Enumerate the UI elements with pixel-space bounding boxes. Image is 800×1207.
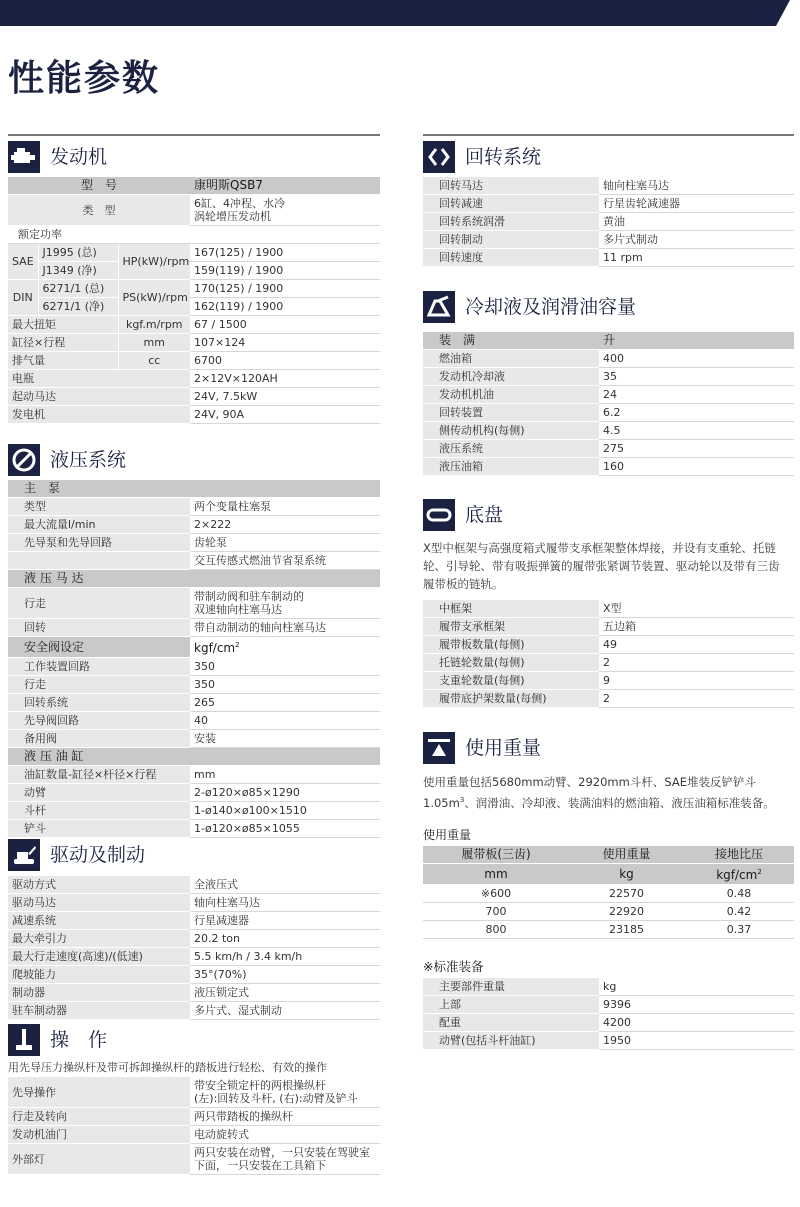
row-label: 斗杆: [8, 802, 190, 820]
main-pump-head: 主 泵: [8, 480, 380, 498]
row-label: 类型: [8, 498, 190, 516]
cell: 22920: [569, 903, 684, 921]
cell: 0.42: [684, 903, 794, 921]
table-row: [423, 885, 794, 903]
table-row: [8, 1144, 380, 1175]
row-label: 备用阀: [8, 730, 190, 748]
din-std: 6271/1 (净): [38, 298, 118, 316]
col-head: 使用重量: [569, 846, 684, 864]
row-value: 交互传感式燃油节省泵系统: [190, 552, 380, 570]
swing-table: [423, 177, 794, 267]
chassis-section-head: [423, 498, 503, 532]
din-std: 6271/1 (总): [38, 280, 118, 298]
table-row: [423, 1032, 794, 1050]
hp-unit: HP(kW)/rpm: [118, 244, 190, 280]
row-label: 排气量: [8, 352, 118, 370]
col-unit: kg: [569, 864, 684, 885]
row-label: 回转装置: [423, 404, 599, 422]
row-label: 履带板数量(每侧): [423, 636, 599, 654]
cell: 22570: [569, 885, 684, 903]
row-label: 先导阀回路: [8, 712, 190, 730]
row-value: 24V, 7.5kW: [190, 388, 380, 406]
row-label: 回转马达: [423, 177, 599, 195]
row-label: 侧传动机构(每侧): [423, 422, 599, 440]
operation-note: 用先导压力操纵杆及带可拆卸操纵杆的踏板进行轻松、有效的操作: [8, 1061, 327, 1074]
drive-table: [8, 876, 380, 1020]
table-row: [8, 948, 380, 966]
row-value: 2×12V×120AH: [190, 370, 380, 388]
row-value: 24: [599, 386, 794, 404]
joystick-icon: [8, 1024, 40, 1056]
table-row: [8, 334, 380, 352]
oil-can-icon: [423, 291, 455, 323]
row-label: 履带支承框架: [423, 618, 599, 636]
excavator-icon: [8, 839, 40, 871]
row-value: 电动旋转式: [190, 1126, 380, 1144]
relief-head: 安全阀设定: [8, 637, 190, 658]
table-row: [8, 1126, 380, 1144]
table-row: [8, 406, 380, 424]
col-head: 接地比压: [684, 846, 794, 864]
page-title: 性能参数: [8, 58, 161, 99]
engine-type-label: 类 型: [8, 195, 190, 226]
row-label: 燃油箱: [423, 350, 599, 368]
table-row: [423, 636, 794, 654]
row-label: 行走: [8, 588, 190, 619]
row-value: 11 rpm: [599, 249, 794, 267]
row-value: 安装: [190, 730, 380, 748]
table-row: [8, 820, 380, 838]
row-value: 两个变量柱塞泵: [190, 498, 380, 516]
rated-power-label: 额定功率: [8, 226, 380, 244]
row-label: 托链轮数量(每侧): [423, 654, 599, 672]
row-value: 轴向柱塞马达: [599, 177, 794, 195]
row-value: 265: [190, 694, 380, 712]
row-value: 多片式制动: [599, 231, 794, 249]
table-row: [8, 370, 380, 388]
table-row: [423, 368, 794, 386]
din-row: [8, 280, 380, 298]
row-unit: cc: [118, 352, 190, 370]
cell: 0.37: [684, 921, 794, 939]
table-row: [8, 966, 380, 984]
row-label: 驻车制动器: [8, 1002, 190, 1020]
col-unit: mm: [423, 864, 569, 885]
row-value: mm: [190, 766, 380, 784]
engine-icon: [8, 141, 40, 173]
row-label: 减速系统: [8, 912, 190, 930]
row-value: 6.2: [599, 404, 794, 422]
operation-table: [8, 1077, 380, 1175]
row-label: 回转系统润滑: [423, 213, 599, 231]
row-label: 支重轮数量(每侧): [423, 672, 599, 690]
left-divider: [8, 134, 380, 136]
cell: 23185: [569, 921, 684, 939]
engine-type-line: 6缸、4冲程、水冷: [194, 197, 285, 210]
sae-row: [8, 244, 380, 262]
table-row: [8, 912, 380, 930]
row-label: 驱动方式: [8, 876, 190, 894]
table-row: [8, 352, 380, 370]
row-value: 2: [599, 690, 794, 708]
din-label: DIN: [8, 280, 38, 316]
row-label: 发动机机油: [423, 386, 599, 404]
table-row: [423, 690, 794, 708]
swing-section-head: [423, 140, 541, 174]
sae-value: 159(119) / 1900: [190, 262, 380, 280]
table-row: [8, 694, 380, 712]
col-unit-sup: 2: [757, 868, 762, 876]
row-value: 5.5 km/h / 3.4 km/h: [190, 948, 380, 966]
table-row: [423, 458, 794, 476]
row-label: 先导操作: [8, 1077, 190, 1108]
table-row: [423, 903, 794, 921]
row-value: 350: [190, 676, 380, 694]
din-value: 162(119) / 1900: [190, 298, 380, 316]
weight-icon: [423, 732, 455, 764]
weight-desc-line: 使用重量包括5680mm动臂、2920mm斗杆、SAE堆装反铲铲斗: [423, 775, 756, 789]
row-value: 黄油: [599, 213, 794, 231]
row-value: X型: [599, 600, 794, 618]
row-value: 9: [599, 672, 794, 690]
row-label: 行走: [8, 676, 190, 694]
col-head: 履带板(三齿): [423, 846, 569, 864]
table-row: [8, 388, 380, 406]
row-label: 最大牵引力: [8, 930, 190, 948]
row-label: 回转速度: [423, 249, 599, 267]
table-row: [423, 600, 794, 618]
row-value: 1-ø120×ø85×1055: [190, 820, 380, 838]
row-value: 行星齿轮减速器: [599, 195, 794, 213]
table-row: [423, 996, 794, 1014]
weight-section-head: [423, 731, 541, 765]
table-row: [423, 231, 794, 249]
engine-type-line: 涡轮增压发动机: [194, 210, 271, 223]
table-row: [8, 658, 380, 676]
hydraulic-table: [8, 480, 380, 838]
row-value: 2-ø120×ø85×1290: [190, 784, 380, 802]
engine-type-row: [8, 195, 380, 226]
table-row: [8, 498, 380, 516]
table-row: [8, 712, 380, 730]
row-label: 中框架: [423, 600, 599, 618]
table-row: [8, 619, 380, 637]
row-label: 回转减速: [423, 195, 599, 213]
row-value: 齿轮泵: [190, 534, 380, 552]
row-value: 1950: [599, 1032, 794, 1050]
row-value: 275: [599, 440, 794, 458]
table-row: [423, 177, 794, 195]
row-label: 外部灯: [8, 1144, 190, 1175]
relief-unit: kgf/cm: [194, 641, 236, 655]
swing-title: 回转系统: [465, 146, 542, 168]
row-label: 驱动马达: [8, 894, 190, 912]
pilot-line: (左):回转及斗杆, (右):动臂及铲斗: [194, 1092, 358, 1105]
sae-row: [8, 262, 380, 280]
top-banner: [0, 0, 800, 26]
drive-title: 驱动及制动: [50, 844, 146, 866]
engine-table: [8, 177, 380, 424]
row-label: 爬坡能力: [8, 966, 190, 984]
row-label: 动臂(包括斗杆油缸): [423, 1032, 599, 1050]
table-row: [8, 766, 380, 784]
table-row: [8, 930, 380, 948]
row-label: 液压系统: [423, 440, 599, 458]
row-label: 油缸数量-缸径×杆径×行程: [8, 766, 190, 784]
row-label: 最大扭矩: [8, 316, 118, 334]
row-label: 回转: [8, 619, 190, 637]
operation-section-head: [8, 1023, 107, 1057]
row-label: 履带底护架数量(每侧): [423, 690, 599, 708]
row-label: 起动马达: [8, 388, 190, 406]
row-value: 35°(70%): [190, 966, 380, 984]
engine-section-head: [8, 140, 107, 174]
row-value: 1-ø140×ø100×1510: [190, 802, 380, 820]
table-row: [8, 534, 380, 552]
sae-value: 167(125) / 1900: [190, 244, 380, 262]
light-line: 两只安装在动臂，一只安装在驾驶室: [194, 1146, 370, 1159]
row-value: 67 / 1500: [190, 316, 380, 334]
row-value: 49: [599, 636, 794, 654]
din-value: 170(125) / 1900: [190, 280, 380, 298]
table-row: [8, 1077, 380, 1108]
table-row: [8, 676, 380, 694]
table-row: [8, 784, 380, 802]
table-row: [423, 654, 794, 672]
table-row: [8, 1108, 380, 1126]
row-value: 4.5: [599, 422, 794, 440]
chassis-table: [423, 600, 794, 708]
relief-unit-sup: 2: [235, 641, 240, 649]
cell: 700: [423, 903, 569, 921]
engine-header-row: [8, 177, 380, 195]
table-row: [8, 552, 380, 570]
cylinder-head: 液 压 油 缸: [8, 748, 380, 766]
capacity-section-head: [423, 290, 636, 324]
row-label: 发电机: [8, 406, 190, 424]
table-row: [8, 802, 380, 820]
row-label: 缸径×行程: [8, 334, 118, 352]
row-label: 配重: [423, 1014, 599, 1032]
table-row: [423, 1014, 794, 1032]
chassis-description: X型中框架与高强度箱式履带支承框架整体焊接，并设有支重轮、托链轮、引导轮、带有吸振弹簧的履带张紧调节装置、驱动轮以及带有三齿履带板的链轨。: [423, 541, 780, 591]
ps-unit: PS(kW)/rpm: [118, 280, 190, 316]
cell: 800: [423, 921, 569, 939]
row-label: 制动器: [8, 984, 190, 1002]
capacity-table: [423, 332, 794, 476]
weight-desc-bucket: 1.05m: [423, 795, 460, 810]
row-value: 9396: [599, 996, 794, 1014]
row-value: 350: [190, 658, 380, 676]
row-value: 行星减速器: [190, 912, 380, 930]
din-row: [8, 298, 380, 316]
row-value: kg: [599, 978, 794, 996]
weight-subtitle: 使用重量: [423, 828, 472, 842]
travel-line: 双速轴向柱塞马达: [194, 603, 282, 616]
table-row: [423, 921, 794, 939]
light-line: 下面，一只安装在工具箱下: [194, 1159, 326, 1172]
sae-std: J1995 (总): [38, 244, 118, 262]
row-label: 回转系统: [8, 694, 190, 712]
engine-title: 发动机: [50, 146, 108, 168]
row-value: 6700: [190, 352, 380, 370]
engine-model-label: 型 号: [8, 177, 190, 195]
operation-title: 操 作: [50, 1029, 108, 1051]
row-value: 35: [599, 368, 794, 386]
table-row: [8, 516, 380, 534]
col-unit: kgf/cm: [716, 868, 758, 882]
row-label: 发动机冷却液: [423, 368, 599, 386]
standard-table: [423, 978, 794, 1050]
row-value: 带自动制动的轴向柱塞马达: [190, 619, 380, 637]
table-row: [8, 588, 380, 619]
table-row: [8, 730, 380, 748]
row-unit: kgf.m/rpm: [118, 316, 190, 334]
table-row: [423, 422, 794, 440]
row-unit: mm: [118, 334, 190, 352]
row-value: 2×222: [190, 516, 380, 534]
table-row: [423, 672, 794, 690]
hydraulic-icon: [8, 444, 40, 476]
row-value: 全液压式: [190, 876, 380, 894]
row-value: 4200: [599, 1014, 794, 1032]
table-row: [8, 894, 380, 912]
row-label: 回转制动: [423, 231, 599, 249]
table-row: [423, 350, 794, 368]
row-label: 上部: [423, 996, 599, 1014]
table-row: [423, 978, 794, 996]
row-label: 最大行走速度(高速)/(低速): [8, 948, 190, 966]
standard-title: ※标准装备: [423, 959, 484, 974]
table-row: [423, 249, 794, 267]
table-row: [423, 440, 794, 458]
row-value: 轴向柱塞马达: [190, 894, 380, 912]
sae-label: SAE: [8, 244, 38, 280]
row-value: 160: [599, 458, 794, 476]
weight-desc-sup: 3: [459, 796, 465, 804]
row-label: 行走及转向: [8, 1108, 190, 1126]
table-row: [423, 213, 794, 231]
table-row: [423, 386, 794, 404]
table-row: [8, 984, 380, 1002]
row-label: 动臂: [8, 784, 190, 802]
table-row: [8, 1002, 380, 1020]
motor-head: 液 压 马 达: [8, 570, 380, 588]
table-row: [423, 195, 794, 213]
table-row: [8, 316, 380, 334]
track-icon: [423, 499, 455, 531]
engine-model-value: 康明斯QSB7: [190, 177, 380, 195]
row-label: 液压油箱: [423, 458, 599, 476]
row-label: 主要部件重量: [423, 978, 599, 996]
capacity-title: 冷却液及润滑油容量: [465, 296, 637, 318]
row-label: [8, 552, 190, 570]
capacity-header-item: 装 满: [423, 332, 599, 350]
row-value: 24V, 90A: [190, 406, 380, 424]
rated-power-row: [8, 226, 380, 244]
row-label: 铲斗: [8, 820, 190, 838]
rotate-icon: [423, 141, 455, 173]
weight-description: [423, 773, 790, 812]
cell: 0.48: [684, 885, 794, 903]
table-row: [8, 876, 380, 894]
row-label: 电瓶: [8, 370, 190, 388]
row-value: 400: [599, 350, 794, 368]
row-value: 两只带踏板的操纵杆: [190, 1108, 380, 1126]
weight-desc-rest: 、润滑油、冷却液、装满油料的燃油箱、液压油箱标准装备。: [464, 795, 775, 810]
row-value: 液压锁定式: [190, 984, 380, 1002]
capacity-header-unit: 升: [599, 332, 794, 350]
travel-line: 带制动阀和驻车制动的: [194, 590, 304, 603]
weight-title: 使用重量: [465, 737, 542, 759]
row-value: 多片式、湿式制动: [190, 1002, 380, 1020]
cell: ※600: [423, 885, 569, 903]
pilot-line: 带安全锁定杆的两根操纵杆: [194, 1079, 326, 1092]
sae-std: J1349 (净): [38, 262, 118, 280]
weight-table: [423, 846, 794, 939]
row-label: 工作装置回路: [8, 658, 190, 676]
hydraulic-section-head: [8, 443, 126, 477]
row-value: 2: [599, 654, 794, 672]
row-value: 107×124: [190, 334, 380, 352]
row-value: 20.2 ton: [190, 930, 380, 948]
table-row: [423, 618, 794, 636]
row-label: 先导泵和先导回路: [8, 534, 190, 552]
drive-section-head: [8, 838, 145, 872]
table-row: [423, 404, 794, 422]
chassis-title: 底盘: [465, 504, 504, 526]
row-value: 五边箱: [599, 618, 794, 636]
row-label: 发动机油门: [8, 1126, 190, 1144]
row-value: 40: [190, 712, 380, 730]
hydraulic-title: 液压系统: [50, 449, 127, 471]
right-divider: [423, 134, 794, 136]
row-label: 最大流量l/min: [8, 516, 190, 534]
